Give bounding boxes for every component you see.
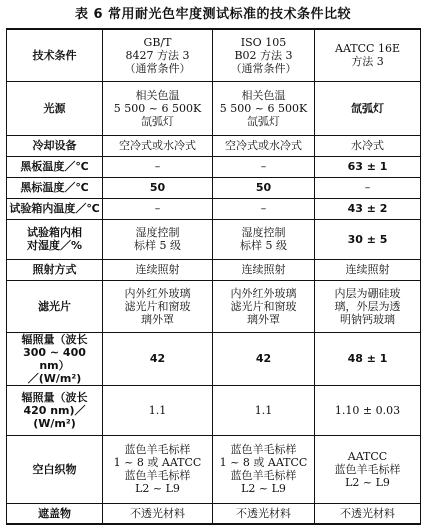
row-label: 遮盖物	[7, 503, 103, 524]
row-label: 冷却设备	[7, 135, 103, 156]
row-label: 黑板温度／℃	[7, 156, 103, 177]
cell-iso: –	[213, 198, 315, 219]
cell-gbt: 42	[103, 332, 213, 385]
table-row-humidity	[7, 219, 421, 259]
cell-aatcc: 连续照射	[315, 259, 421, 280]
table-row-black-standard-temp	[7, 177, 421, 198]
cell-iso: 42	[213, 332, 315, 385]
cell-aatcc: AATCC 蓝色羊毛标样 L2 ~ L9	[315, 435, 421, 503]
table-caption: 表 6 常用耐光色牢度测试标准的技术条件比较	[74, 7, 352, 22]
row-label: 滤光片	[7, 280, 103, 332]
row-label: 辐照量（波长 300 ~ 400 nm） ／(W/m²)	[7, 332, 103, 385]
header-cell-aatcc-16e: AATCC 16E 方法 3	[315, 29, 421, 81]
cell-iso: 50	[213, 177, 315, 198]
cell-gbt: 连续照射	[103, 259, 213, 280]
cell-iso: –	[213, 156, 315, 177]
cell-iso: 内外红外玻璃 滤光片和窗玻 璃外罩	[213, 280, 315, 332]
cell-aatcc: 水冷式	[315, 135, 421, 156]
cell-aatcc: –	[315, 177, 421, 198]
row-label: 照射方式	[7, 259, 103, 280]
row-label: 空白织物	[7, 435, 103, 503]
cell-iso: 1.1	[213, 385, 315, 435]
cell-iso: 不透光材料	[213, 503, 315, 524]
cell-gbt: 不透光材料	[103, 503, 213, 524]
header-cell-iso-105-b02: ISO 105 B02 方法 3 （通常条件）	[213, 29, 315, 81]
cell-gbt: 蓝色羊毛标样 1 ~ 8 或 AATCC 蓝色羊毛标样 L2 ~ L9	[103, 435, 213, 503]
cell-iso: 相关色温 5 500 ~ 6 500K 氙弧灯	[213, 81, 315, 135]
table-row-light-source	[7, 81, 421, 135]
table-row-irradiation-mode	[7, 259, 421, 280]
row-label: 辐照量（波长 420 nm)／ (W/m²)	[7, 385, 103, 435]
table-row-irradiance-420	[7, 385, 421, 435]
cell-gbt: 湿度控制 标样 5 级	[103, 219, 213, 259]
cell-iso: 湿度控制 标样 5 级	[213, 219, 315, 259]
cell-aatcc: 不透光材料	[315, 503, 421, 524]
table-row-irradiance-300-400	[7, 332, 421, 385]
header-cell-technical-conditions: 技术条件	[7, 29, 103, 81]
standards-comparison-table	[6, 28, 421, 525]
cell-iso: 连续照射	[213, 259, 315, 280]
table-row-black-panel-temp	[7, 156, 421, 177]
cell-gbt: 1.1	[103, 385, 213, 435]
row-label: 试验箱内相 对湿度／%	[7, 219, 103, 259]
row-label: 光源	[7, 81, 103, 135]
cell-gbt: 空冷式或水冷式	[103, 135, 213, 156]
cell-gbt: –	[103, 156, 213, 177]
cell-aatcc: 氙弧灯	[315, 81, 421, 135]
cell-iso: 空冷式或水冷式	[213, 135, 315, 156]
cell-gbt: 内外红外玻璃 滤光片和窗玻 璃外罩	[103, 280, 213, 332]
cell-aatcc: 内层为硼硅玻 璃，外层为透 明钠钙玻璃	[315, 280, 421, 332]
cell-aatcc: 48 ± 1	[315, 332, 421, 385]
cell-gbt: 相关色温 5 500 ~ 6 500K 氙弧灯	[103, 81, 213, 135]
row-label: 黑标温度／℃	[7, 177, 103, 198]
cell-aatcc: 43 ± 2	[315, 198, 421, 219]
row-label: 试验箱内温度／℃	[7, 198, 103, 219]
table-row-cover	[7, 503, 421, 524]
header-row	[7, 29, 421, 81]
cell-aatcc: 30 ± 5	[315, 219, 421, 259]
cell-iso: 蓝色羊毛标样 1 ~ 8 或 AATCC 蓝色羊毛标样 L2 ~ L9	[213, 435, 315, 503]
table-row-blank-fabric	[7, 435, 421, 503]
table-row-chamber-temp	[7, 198, 421, 219]
table-row-cooling	[7, 135, 421, 156]
cell-gbt: –	[103, 198, 213, 219]
cell-aatcc: 1.10 ± 0.03	[315, 385, 421, 435]
table-row-filter	[7, 280, 421, 332]
header-cell-gbt-8427: GB/T 8427 方法 3 （通常条件）	[103, 29, 213, 81]
cell-aatcc: 63 ± 1	[315, 156, 421, 177]
cell-gbt: 50	[103, 177, 213, 198]
